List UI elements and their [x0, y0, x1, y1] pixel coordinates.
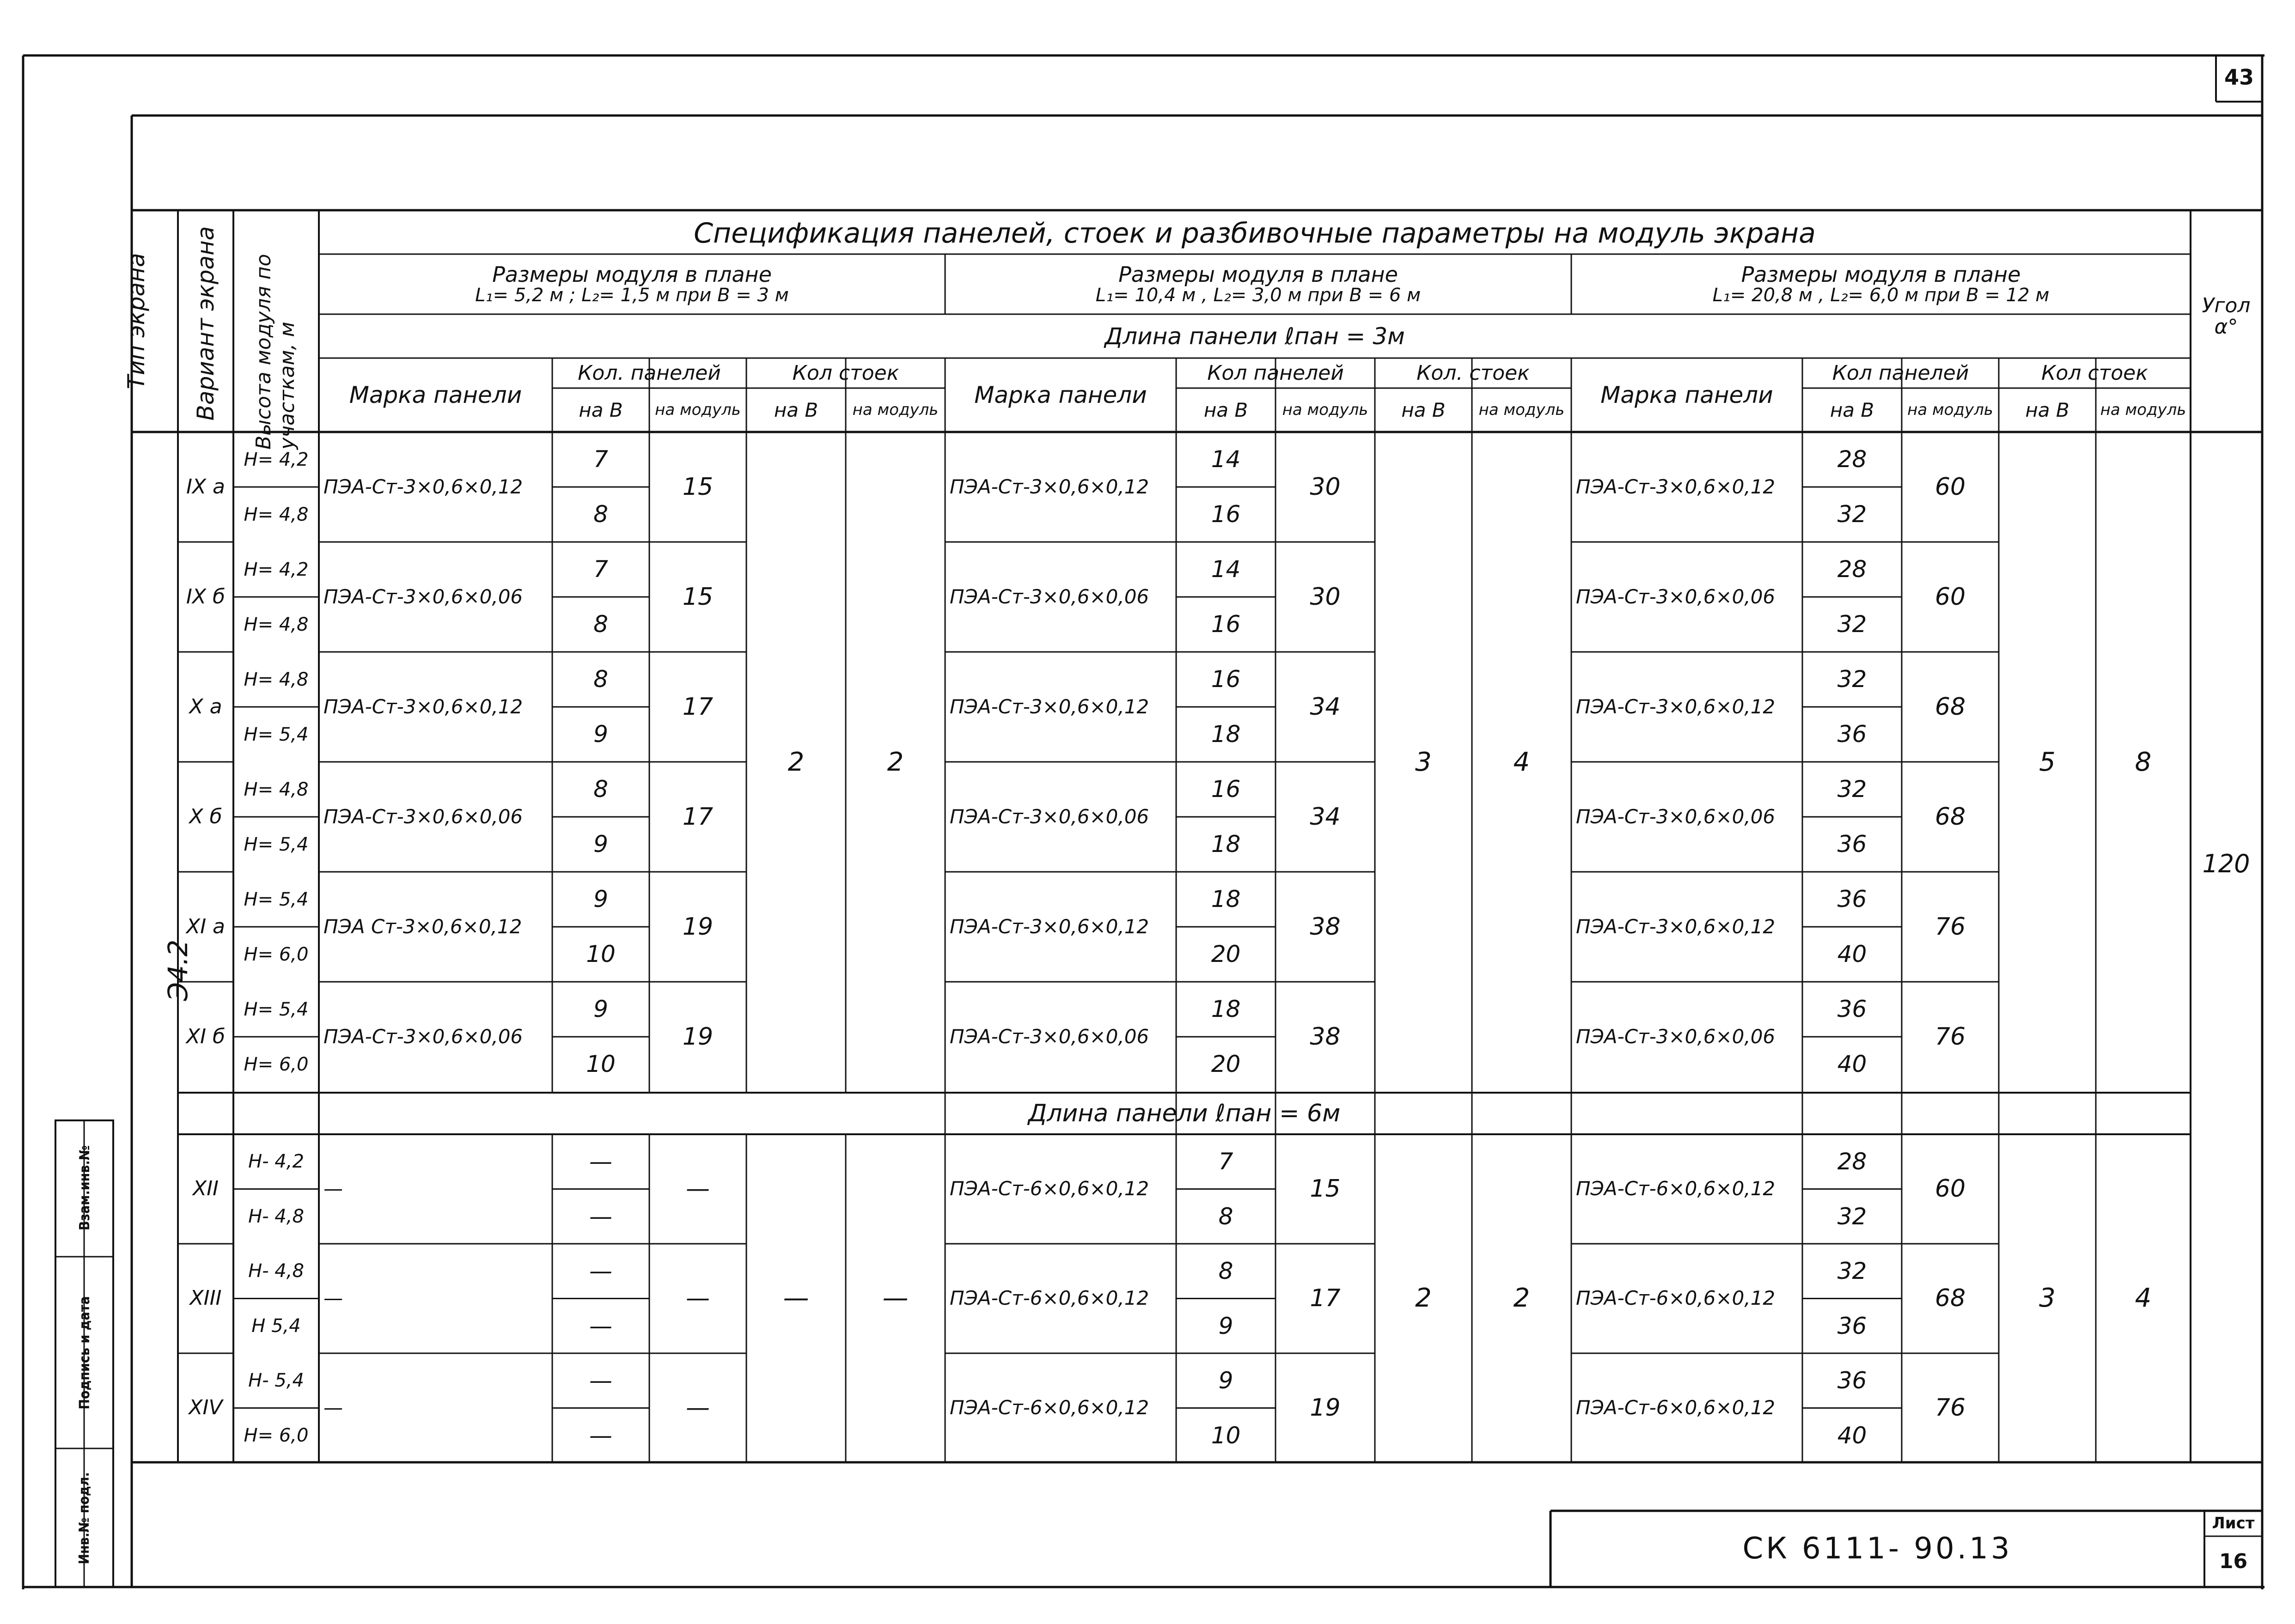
panels-na-modul-2: 34 — [1310, 693, 1341, 721]
sheet-label: Лист — [2212, 1514, 2255, 1533]
height-value: Н= 5,4 — [244, 888, 309, 910]
marka-1: ПЭА-Ст-3×0,6×0,06 — [323, 585, 523, 608]
height-value: Н= 4,8 — [244, 614, 309, 635]
height-value: Н 5,4 — [251, 1315, 301, 1337]
height-value: Н- 4,8 — [248, 1260, 304, 1282]
panels-na-modul-2: 30 — [1310, 473, 1341, 501]
header-kol-paneley-2: Кол панелей — [1207, 361, 1344, 385]
stoek-na-b-3: 3 — [2039, 1283, 2056, 1313]
variant-label: XI а — [186, 914, 226, 938]
stoek-na-modul-2: 2 — [1513, 1283, 1530, 1313]
stoek-na-b-2: 3 — [1415, 747, 1432, 777]
stamp-vzam-inv: Взам.инв.№ — [76, 1145, 93, 1231]
variant-label: XIII — [189, 1286, 222, 1310]
header-panel-na-b-3: на В — [1830, 398, 1874, 421]
marka-2: ПЭА-Ст-6×0,6×0,12 — [950, 1287, 1149, 1310]
header-stoek-na-b-3: на В — [2025, 398, 2069, 421]
panels-na-modul-1: — — [686, 1284, 710, 1313]
height-value: Н- 5,4 — [248, 1370, 304, 1392]
marka-1: ПЭА-Ст-3×0,6×0,12 — [323, 475, 523, 498]
page-number: 43 — [2224, 65, 2254, 90]
height-value: Н- 4,8 — [248, 1205, 304, 1227]
height-value: Н= 4,2 — [244, 449, 309, 470]
panels-na-modul-3: 76 — [1935, 1394, 1966, 1422]
variant-label: X б — [189, 804, 222, 828]
module-2-dims: L₁= 10,4 м , L₂= 3,0 м при B = 6 м — [1095, 285, 1421, 306]
header-stoek-na-modul-3: на модуль — [2100, 401, 2186, 420]
marka-3: ПЭА-Ст-6×0,6×0,12 — [1576, 1396, 1776, 1419]
panels-na-b-1: — — [589, 1422, 612, 1449]
header-type: Тип экрана — [123, 253, 150, 389]
panels-na-b-3: 32 — [1837, 666, 1867, 693]
panels-na-modul-2: 19 — [1310, 1394, 1341, 1422]
panels-na-b-3: 36 — [1837, 996, 1867, 1023]
panels-na-b-2: 16 — [1211, 666, 1241, 693]
panels-na-modul-1: 19 — [682, 1022, 714, 1051]
panels-na-modul-2: 34 — [1310, 803, 1341, 831]
panels-na-b-3: 32 — [1837, 1258, 1867, 1284]
marka-1: ПЭА-Ст-3×0,6×0,06 — [323, 805, 523, 828]
panels-na-modul-3: 68 — [1935, 803, 1966, 831]
panels-na-b-2: 16 — [1211, 776, 1241, 803]
marka-1: ПЭА-Ст-3×0,6×0,06 — [323, 1025, 523, 1048]
panels-na-b-2: 9 — [1218, 1367, 1233, 1394]
module-2-size — [945, 255, 1571, 313]
height-value: Н= 4,8 — [244, 669, 309, 690]
panels-na-b-3: 36 — [1837, 1367, 1867, 1394]
module-1-dims: L₁= 5,2 м ; L₂= 1,5 м при B = 3 м — [475, 285, 789, 306]
variant-label: XI б — [186, 1024, 226, 1048]
marka-3: ПЭА-Ст-3×0,6×0,12 — [1576, 475, 1776, 498]
header-stoek-na-b-2: на В — [1401, 398, 1446, 421]
panels-na-b-1: 9 — [593, 996, 608, 1023]
panels-na-modul-3: 76 — [1935, 1022, 1966, 1051]
variant-label: IX а — [186, 474, 226, 499]
stoek-na-modul-1: — — [882, 1283, 909, 1313]
marka-2: ПЭА-Ст-3×0,6×0,06 — [950, 805, 1149, 828]
panel-length-6m: Длина панели ℓпан = 6м — [1028, 1099, 1341, 1127]
panels-na-b-1: — — [589, 1258, 612, 1284]
variant-label: IX б — [186, 584, 226, 608]
stoek-na-modul-3: 8 — [2135, 747, 2152, 777]
module-1-size — [319, 255, 945, 313]
height-value: Н= 6,0 — [244, 1053, 309, 1075]
header-kol-stoek-1: Кол стоек — [792, 361, 899, 385]
stamp-inv-podl: Инв.№ подл. — [76, 1472, 92, 1564]
header-stoek-na-modul-2: на модуль — [1478, 401, 1565, 420]
header-panel-na-b-1: на В — [579, 398, 623, 421]
marka-1: ПЭА Ст-3×0,6×0,12 — [323, 915, 522, 938]
panels-na-b-1: 8 — [593, 666, 608, 693]
header-kol-paneley-1: Кол. панелей — [578, 361, 721, 385]
panels-na-b-1: 8 — [593, 611, 608, 638]
panels-na-modul-2: 17 — [1310, 1284, 1341, 1313]
header-marka-2: Марка панели — [974, 381, 1147, 408]
header-panel-na-modul-3: на модуль — [1907, 401, 1993, 420]
stamp-podpis-data: Подпись и дата — [76, 1296, 93, 1410]
marka-2: ПЭА-Ст-3×0,6×0,06 — [950, 585, 1149, 608]
stoek-na-b-3: 5 — [2039, 747, 2056, 777]
module-1-size-label: Размеры модуля в плане — [492, 262, 772, 287]
panels-na-b-3: 32 — [1837, 611, 1867, 638]
panels-na-modul-1: 17 — [682, 693, 714, 721]
panels-na-b-3: 32 — [1837, 501, 1867, 528]
panels-na-modul-3: 60 — [1935, 1175, 1966, 1203]
panels-na-b-1: — — [589, 1312, 612, 1339]
header-height: Высота модуля по участкам, м — [252, 254, 299, 450]
panels-na-b-2: 20 — [1211, 941, 1241, 968]
panels-na-modul-1: 15 — [682, 473, 714, 501]
panels-na-modul-1: 19 — [682, 912, 714, 941]
module-3-size — [1571, 255, 2191, 313]
height-value: Н= 4,8 — [244, 779, 309, 800]
height-value: Н= 4,8 — [244, 504, 309, 525]
panels-na-modul-1: — — [686, 1175, 710, 1203]
panels-na-b-3: 36 — [1837, 721, 1867, 748]
header-variant: Вариант экрана — [192, 226, 219, 421]
panels-na-modul-1: 15 — [682, 583, 714, 611]
panels-na-b-3: 40 — [1837, 941, 1867, 968]
panels-na-b-1: 8 — [593, 776, 608, 803]
marka-3: ПЭА-Ст-3×0,6×0,06 — [1576, 585, 1776, 608]
sheet-number: 16 — [2219, 1549, 2248, 1573]
panels-na-b-2: 8 — [1218, 1203, 1233, 1230]
panels-na-b-1: 7 — [593, 556, 608, 583]
marka-3: ПЭА-Ст-3×0,6×0,12 — [1576, 915, 1776, 938]
variant-label: X а — [189, 694, 222, 718]
panels-na-b-1: 10 — [586, 941, 616, 968]
panels-na-modul-3: 76 — [1935, 912, 1966, 941]
height-value: Н- 4,2 — [248, 1151, 304, 1173]
panels-na-modul-3: 68 — [1935, 1284, 1966, 1313]
height-value: Н= 4,2 — [244, 559, 309, 580]
panels-na-b-1: 9 — [593, 831, 608, 858]
panels-na-b-2: 18 — [1211, 721, 1241, 748]
stoek-na-b-2: 2 — [1415, 1283, 1432, 1313]
document-code: СК 6111- 90.13 — [1742, 1531, 2013, 1566]
header-angle: Угол α° — [2202, 293, 2251, 339]
panels-na-b-3: 32 — [1837, 1203, 1867, 1230]
panels-na-b-1: 8 — [593, 501, 608, 528]
height-value: Н= 5,4 — [244, 724, 309, 745]
header-kol-paneley-3: Кол панелей — [1832, 361, 1969, 385]
panels-na-b-3: 40 — [1837, 1051, 1867, 1078]
panels-na-modul-1: 17 — [682, 803, 714, 831]
marka-1: ПЭА-Ст-3×0,6×0,12 — [323, 695, 523, 718]
panels-na-b-2: 14 — [1211, 446, 1241, 473]
stoek-na-b-1: — — [783, 1283, 809, 1313]
panels-na-modul-2: 38 — [1310, 1022, 1341, 1051]
panel-length-3m: Длина панели ℓпан = 3м — [1105, 322, 1405, 350]
header-marka-3: Марка панели — [1600, 381, 1773, 408]
angle-value: 120 — [2202, 849, 2250, 878]
panels-na-modul-3: 60 — [1935, 473, 1966, 501]
marka-3: ПЭА-Ст-3×0,6×0,06 — [1576, 805, 1776, 828]
panels-na-b-2: 16 — [1211, 501, 1241, 528]
marka-1: — — [323, 1287, 343, 1310]
marka-3: ПЭА-Ст-6×0,6×0,12 — [1576, 1177, 1776, 1200]
marka-2: ПЭА-Ст-3×0,6×0,12 — [950, 475, 1149, 498]
panels-na-modul-2: 30 — [1310, 583, 1341, 611]
panels-na-b-3: 36 — [1837, 1312, 1867, 1339]
panels-na-b-1: — — [589, 1148, 612, 1175]
module-2-size-label: Размеры модуля в плане — [1118, 262, 1398, 287]
height-value: Н= 6,0 — [244, 1424, 309, 1446]
header-kol-stoek-2: Кол. стоек — [1416, 361, 1530, 385]
panels-na-b-3: 28 — [1837, 1148, 1867, 1175]
marka-1: — — [323, 1396, 343, 1419]
panels-na-b-2: 20 — [1211, 1051, 1241, 1078]
variant-label: XIV — [189, 1396, 223, 1420]
panels-na-b-3: 28 — [1837, 446, 1867, 473]
panels-na-modul-2: 38 — [1310, 912, 1341, 941]
marka-3: ПЭА-Ст-3×0,6×0,12 — [1576, 695, 1776, 718]
panels-na-b-1: 7 — [593, 446, 608, 473]
header-stoek-na-b-1: на В — [774, 398, 818, 421]
variant-label: XII — [192, 1177, 219, 1201]
table-title: Спецификация панелей, стоек и разбивочные параметры на модуль экрана — [694, 217, 1816, 249]
header-panel-na-b-2: на В — [1203, 398, 1248, 421]
panels-na-b-2: 14 — [1211, 556, 1241, 583]
marka-2: ПЭА-Ст-3×0,6×0,12 — [950, 695, 1149, 718]
panels-na-b-1: 9 — [593, 721, 608, 748]
height-value: Н= 5,4 — [244, 998, 309, 1020]
header-panel-na-modul-2: на модуль — [1282, 401, 1368, 420]
stoek-na-b-1: 2 — [787, 747, 805, 777]
panels-na-b-3: 36 — [1837, 886, 1867, 913]
panels-na-b-1: 9 — [593, 886, 608, 913]
panels-na-modul-2: 15 — [1310, 1175, 1341, 1203]
module-3-size-label: Размеры модуля в плане — [1741, 262, 2021, 287]
header-stoek-na-modul-1: на модуль — [852, 401, 939, 420]
panels-na-b-2: 16 — [1211, 611, 1241, 638]
height-value: Н= 5,4 — [244, 833, 309, 855]
panels-na-b-1: 10 — [586, 1051, 616, 1078]
marka-2: ПЭА-Ст-6×0,6×0,12 — [950, 1396, 1149, 1419]
panels-na-b-1: — — [589, 1367, 612, 1394]
panels-na-b-3: 32 — [1837, 776, 1867, 803]
panels-na-b-3: 28 — [1837, 556, 1867, 583]
marka-3: ПЭА-Ст-6×0,6×0,12 — [1576, 1287, 1776, 1310]
header-kol-stoek-3: Кол стоек — [2041, 361, 2148, 385]
stoek-na-modul-1: 2 — [887, 747, 904, 777]
panels-na-b-2: 8 — [1218, 1258, 1233, 1284]
marka-1: — — [323, 1177, 343, 1200]
panels-na-modul-1: — — [686, 1394, 710, 1422]
panels-na-modul-3: 68 — [1935, 693, 1966, 721]
panels-na-b-1: — — [589, 1203, 612, 1230]
panels-na-modul-3: 60 — [1935, 583, 1966, 611]
panels-na-b-2: 18 — [1211, 831, 1241, 858]
panels-na-b-2: 18 — [1211, 996, 1241, 1023]
panels-na-b-2: 7 — [1218, 1148, 1233, 1175]
panels-na-b-2: 10 — [1211, 1422, 1241, 1449]
marka-2: ПЭА-Ст-3×0,6×0,06 — [950, 1025, 1149, 1048]
stoek-na-modul-3: 4 — [2135, 1283, 2152, 1313]
marka-2: ПЭА-Ст-6×0,6×0,12 — [950, 1177, 1149, 1200]
panels-na-b-2: 18 — [1211, 886, 1241, 913]
height-value: Н= 6,0 — [244, 943, 309, 965]
type-value: Э4.2 — [162, 939, 194, 1001]
panels-na-b-3: 40 — [1837, 1422, 1867, 1449]
marka-3: ПЭА-Ст-3×0,6×0,06 — [1576, 1025, 1776, 1048]
header-panel-na-modul-1: на модуль — [655, 401, 741, 420]
stoek-na-modul-2: 4 — [1513, 747, 1530, 777]
panels-na-b-3: 36 — [1837, 831, 1867, 858]
module-3-dims: L₁= 20,8 м , L₂= 6,0 м при B = 12 м — [1712, 285, 2050, 306]
panels-na-b-2: 9 — [1218, 1312, 1233, 1339]
header-marka-1: Марка панели — [349, 381, 522, 408]
marka-2: ПЭА-Ст-3×0,6×0,12 — [950, 915, 1149, 938]
